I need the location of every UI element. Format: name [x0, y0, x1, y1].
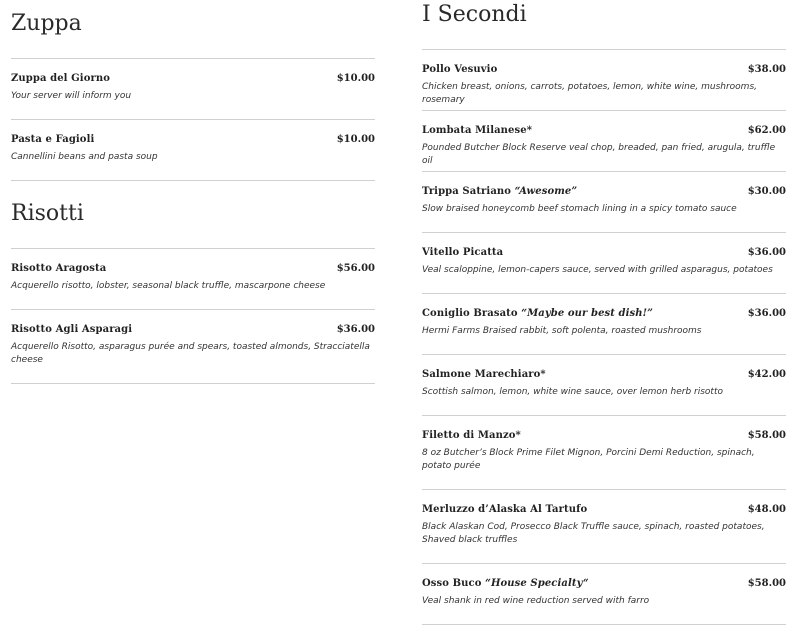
item-name: Trippa Satriano “Awesome” [422, 186, 578, 197]
menu-item [11, 120, 375, 181]
item-name: Filetto di Manzo* [422, 430, 521, 441]
item-description: Chicken breast, onions, carrots, potatoes, lemon, white wine, mushrooms, rosemary [422, 82, 757, 105]
item-price: $56.00 [336, 263, 375, 274]
item-name: Risotto Agli Asparagi [11, 324, 133, 335]
item-price: $58.00 [747, 430, 786, 441]
section-title-risotti: Risotti [11, 201, 84, 226]
item-description: Slow braised honeycomb beef stomach lining in a spicy tomato sauce [422, 204, 737, 214]
item-price: $30.00 [747, 186, 786, 197]
item-description: Your server will inform you [11, 91, 132, 101]
item-price: $48.00 [747, 504, 786, 515]
menu-item [422, 355, 786, 416]
item-tagline: “Awesome” [514, 186, 578, 197]
item-price: $10.00 [336, 73, 375, 84]
item-name: Pasta e Fagioli [11, 134, 95, 145]
item-price: $10.00 [336, 134, 375, 145]
menu-item [422, 490, 786, 564]
section-title-secondi: I Secondi [422, 2, 527, 27]
item-name: Risotto Aragosta [11, 263, 107, 274]
item-description: Black Alaskan Cod, Prosecco Black Truffle sauce, spinach, roasted potatoes, Shaved black truffles [422, 522, 765, 545]
menu-item [422, 111, 786, 172]
item-price: $62.00 [747, 125, 786, 136]
item-price: $58.00 [747, 578, 786, 589]
menu-item [422, 233, 786, 294]
item-name: Lombata Milanese* [422, 125, 533, 136]
menu-item [422, 172, 786, 233]
item-name: Pollo Vesuvio [422, 64, 498, 75]
item-description: Veal scaloppine, lemon-capers sauce, served with grilled asparagus, potatoes [422, 265, 773, 275]
item-name: Coniglio Brasato “Maybe our best dish!” [422, 308, 653, 319]
item-name: Zuppa del Giorno [11, 73, 110, 84]
menu-item [11, 59, 375, 120]
menu-list-risotti [11, 248, 375, 384]
item-description: Scottish salmon, lemon, white wine sauce, over lemon herb risotto [422, 387, 723, 397]
menu-item [422, 564, 786, 625]
item-price: $36.00 [336, 324, 375, 335]
menu-list-secondi [422, 49, 786, 625]
menu-item [422, 50, 786, 111]
item-price: $36.00 [747, 247, 786, 258]
item-tagline: “Maybe our best dish!” [521, 308, 653, 319]
item-description: Hermi Farms Braised rabbit, soft polenta, roasted mushrooms [422, 326, 702, 336]
item-price: $42.00 [747, 369, 786, 380]
menu-item [11, 249, 375, 310]
item-name: Vitello Picatta [422, 247, 504, 258]
menu-item [11, 310, 375, 384]
right-column [422, 0, 786, 625]
left-column [11, 0, 375, 384]
menu-item [422, 416, 786, 490]
item-description: Pounded Butcher Block Reserve veal chop, breaded, pan fried, arugula, truffle oil [422, 143, 776, 166]
item-price: $36.00 [747, 308, 786, 319]
item-name: Merluzzo d’Alaska Al Tartufo [422, 504, 588, 515]
menu-item [422, 294, 786, 355]
item-description: Acquerello risotto, lobster, seasonal black truffle, mascarpone cheese [11, 281, 326, 291]
item-name: Osso Buco “House Specialty“ [422, 578, 589, 589]
section-title-zuppa: Zuppa [11, 11, 82, 36]
item-description: 8 oz Butcher’s Block Prime Filet Mignon, Porcini Demi Reduction, spinach, potato purée [422, 448, 755, 471]
menu-list-zuppa [11, 58, 375, 181]
item-description: Acquerello Risotto, asparagus purée and spears, toasted almonds, Stracciatella cheese [11, 342, 370, 365]
item-name: Salmone Marechiaro* [422, 369, 546, 380]
item-description: Cannellini beans and pasta soup [11, 152, 158, 162]
item-price: $38.00 [747, 64, 786, 75]
item-description: Veal shank in red wine reduction served with farro [422, 596, 650, 606]
item-tagline: “House Specialty“ [485, 578, 589, 589]
